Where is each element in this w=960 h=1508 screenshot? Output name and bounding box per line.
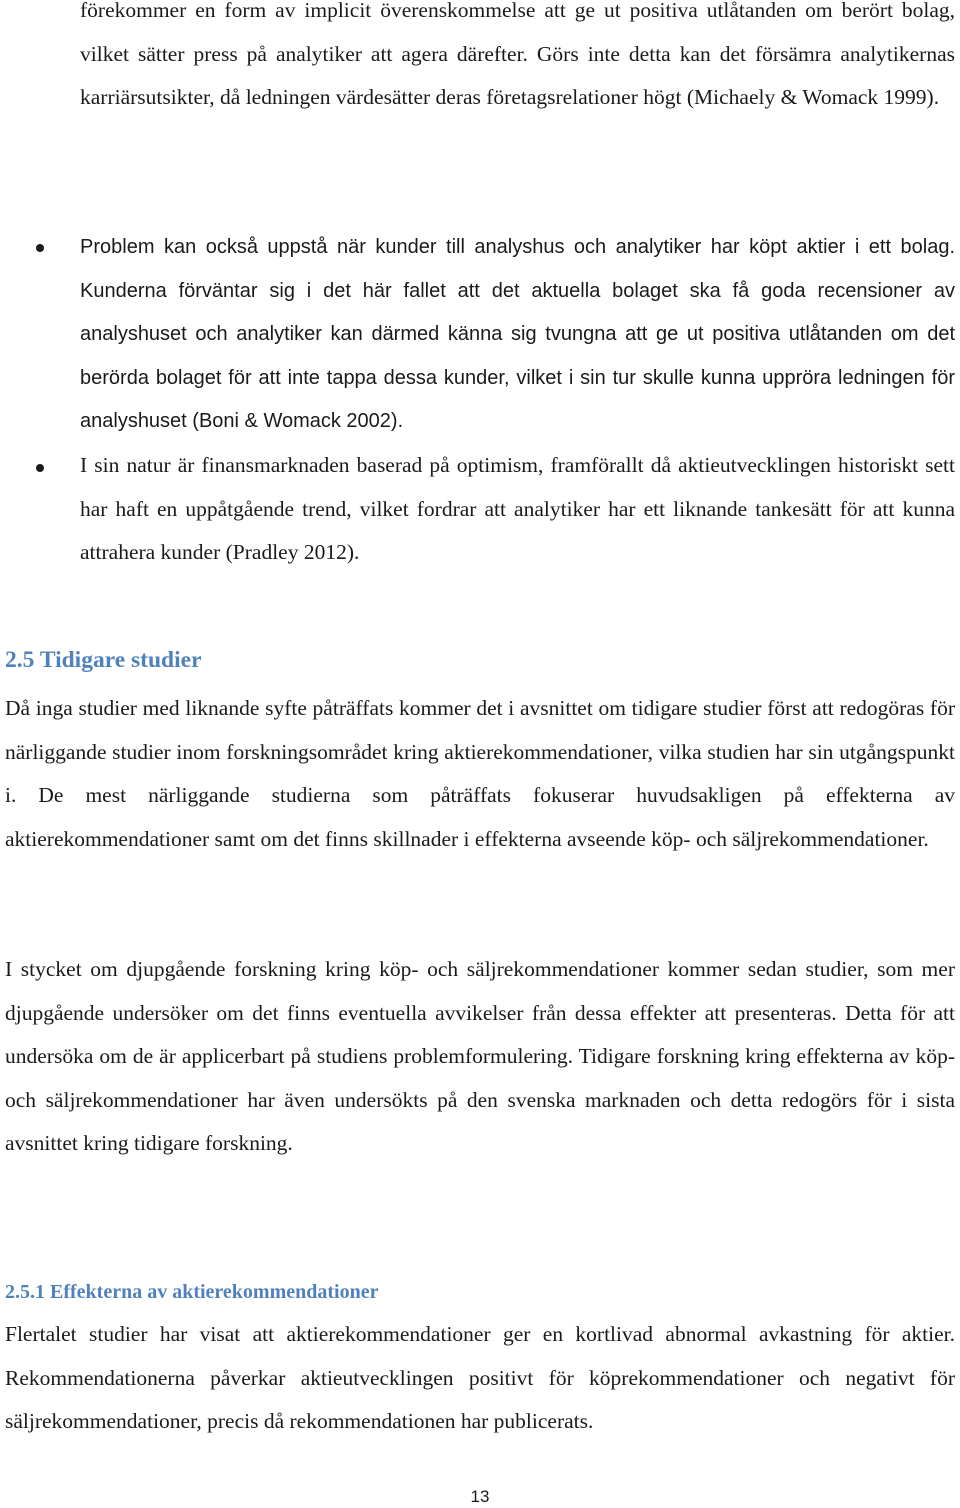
subsection-paragraph: Flertalet studier har visat att aktierekommendationer ger en kortlivad abnormal avkastning för aktier. Rekommendationerna påverkar aktieutvecklingen positivt för köprekommendationer och negativt för säljrekommendationer, precis då rekommendationen har publicerats. (5, 1322, 955, 1434)
section-paragraph-2: I stycket om djupgående forskning kring köp- och säljrekommendationer kommer sedan studier, som mer djupgående undersöker om det finns eventuella avvikelser från dessa effekter att presenteras. Detta för att undersöka om de är applicerbart på studiens problemformulering. Tidigare forskning kring effekterna av köp- och säljrekommendationer har även undersökts på den svenska marknaden och detta redogörs för i sista avsnittet kring tidigare forskning. (5, 957, 955, 1156)
section-paragraph-1: Då inga studier med liknande syfte påträffats kommer det i avsnittet om tidigare studier först att redogöras för närliggande studier inom forskningsområdet kring aktierekommendationer, vilka studien har sin utgångspunkt i. De mest närliggande studierna som påträffats fokuserar huvudsakligen på effekterna av aktierekommendationer samt om det finns skillnader i effekterna avseende köp- och säljrekommendationer. (5, 696, 955, 851)
bullet-icon (36, 464, 44, 472)
subsection-heading: 2.5.1 Effekterna av aktierekommendationer (5, 1281, 379, 1303)
bullet-item-1: Problem kan också uppstå när kunder till analyshus och analytiker har köpt aktier i ett bolag. Kunderna förväntar sig i det här fallet att det aktuella bolaget ska få goda recensioner av analyshuset och analytiker kan därmed känna sig tvungna att ge ut positiva utlåtanden om det berörda bolaget för att inte tappa dessa kunder, vilket i sin tur skulle kunna uppröra ledningen för analyshuset (Boni & Womack 2002). (80, 236, 955, 433)
page-number: 13 (470, 1487, 490, 1506)
bullet-item-2: I sin natur är finansmarknaden baserad på optimism, framförallt då aktieutvecklingen historiskt sett har haft en uppåtgående trend, vilket fordrar att analytiker har ett liknande tankesätt för att kunna attrahera kunder (Pradley 2012). (80, 453, 955, 565)
bullet-icon (36, 244, 44, 252)
intro-paragraph: förekommer en form av implicit överenskommelse att ge ut positiva utlåtanden om berört bolag, vilket sätter press på analytiker att agera därefter. Görs inte detta kan det försämra analytikernas karriärsutsikter, då ledningen värdesätter deras företagsrelationer högt (Michaely & Womack 1999). (80, 0, 955, 110)
section-heading: 2.5 Tidigare studier (5, 647, 202, 673)
